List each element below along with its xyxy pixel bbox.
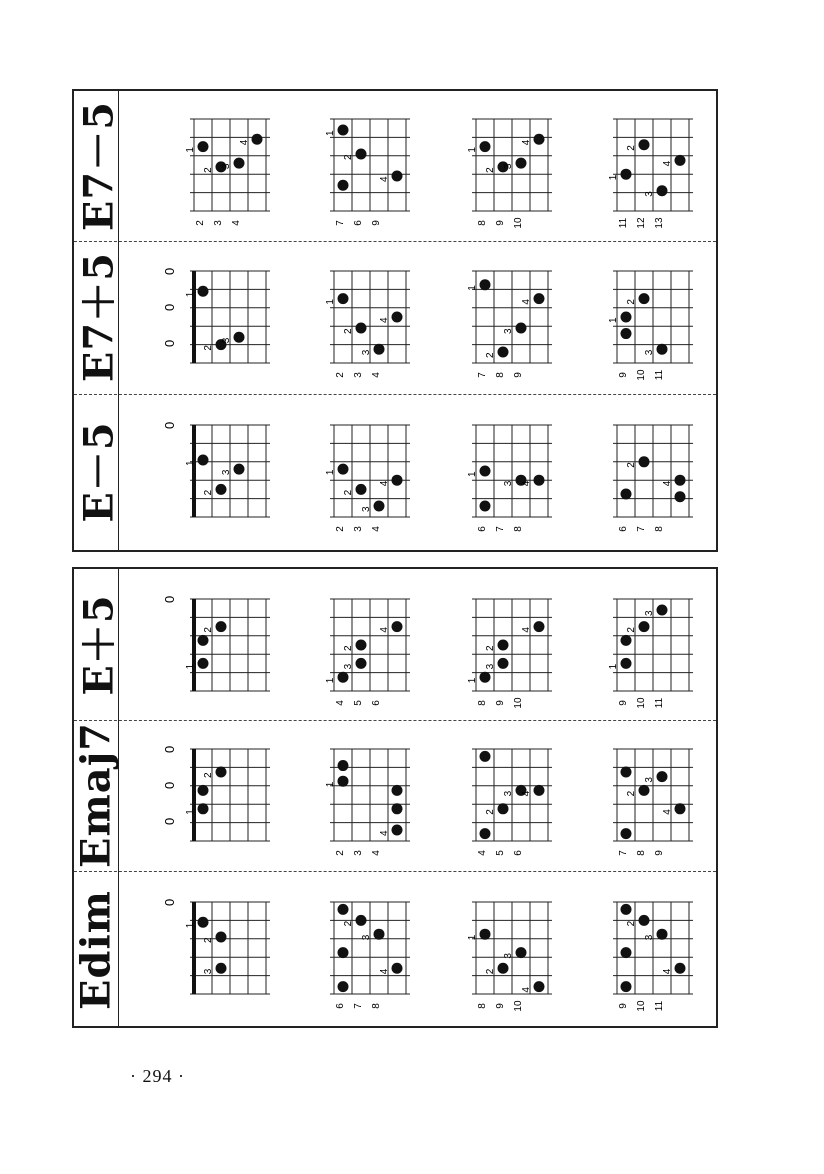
open-string-mark: 0 [162, 817, 177, 825]
fret-number: 5 [353, 700, 364, 706]
chord-diagram [589, 894, 699, 1014]
fret-number: 6 [371, 700, 382, 706]
fret-number: 6 [513, 850, 524, 856]
finger-dot [216, 621, 227, 632]
finger-dot [621, 828, 632, 839]
fret-number: 7 [495, 526, 506, 532]
fret-number: 2 [195, 220, 206, 226]
finger-number: 2 [626, 299, 637, 305]
finger-dot [374, 344, 385, 355]
finger-dot [657, 771, 668, 782]
finger-dot [356, 148, 367, 159]
finger-dot [338, 776, 349, 787]
finger-dot [675, 475, 686, 486]
finger-number: 3 [644, 777, 655, 783]
fret-number: 4 [477, 850, 488, 856]
finger-dot [356, 323, 367, 334]
finger-number: 4 [521, 480, 532, 487]
chord-name: E7＋5 [75, 251, 123, 383]
finger-number: 1 [325, 299, 336, 305]
finger-number: 2 [626, 462, 637, 468]
finger-number: 2 [343, 328, 354, 335]
finger-dot [234, 332, 245, 343]
fret-number: 3 [353, 372, 364, 378]
finger-dot [374, 500, 385, 511]
chord-diagram [448, 111, 558, 231]
open-string-mark: 0 [162, 421, 177, 429]
open-string-mark: 0 [162, 595, 177, 603]
finger-dot [392, 803, 403, 814]
fret-number: 10 [513, 697, 524, 709]
finger-number: 1 [467, 677, 478, 684]
chord-diagram [589, 111, 699, 231]
fret-number: 12 [636, 217, 647, 229]
finger-number: 3 [644, 349, 655, 356]
fret-number: 10 [636, 369, 647, 381]
chord-name: E7－5 [75, 100, 123, 232]
chord-name: E－5 [75, 421, 123, 523]
finger-number: 3 [221, 337, 232, 344]
chord-table-bottom [72, 567, 718, 1028]
finger-dot [356, 484, 367, 495]
chord-diagram [448, 591, 558, 711]
finger-dot [198, 141, 209, 152]
fret-number: 4 [231, 220, 242, 226]
fret-number: 6 [618, 526, 629, 532]
finger-dot [198, 454, 209, 465]
finger-dot [392, 785, 403, 796]
finger-number: 2 [203, 167, 214, 173]
finger-number: 1 [185, 291, 196, 298]
finger-number: 1 [185, 147, 196, 153]
finger-dot [338, 947, 349, 958]
chord-diagram [306, 741, 416, 861]
fret-number: 8 [477, 1003, 488, 1009]
finger-dot [392, 824, 403, 835]
finger-number: 2 [203, 345, 214, 351]
finger-number: 4 [379, 317, 390, 323]
section-divider [74, 241, 716, 242]
fret-number: 4 [371, 526, 382, 532]
finger-dot [338, 125, 349, 136]
chord-diagram [448, 263, 558, 383]
finger-dot [356, 658, 367, 669]
finger-dot [480, 466, 491, 477]
finger-number: 4 [521, 627, 532, 633]
finger-number: 2 [203, 627, 214, 633]
fret-number: 7 [636, 526, 647, 532]
fret-number: 6 [477, 526, 488, 532]
finger-dot [498, 346, 509, 357]
chord-diagram [589, 417, 699, 537]
fret-number: 3 [213, 220, 224, 226]
finger-dot [198, 785, 209, 796]
finger-dot [621, 328, 632, 339]
finger-number: 3 [361, 506, 372, 512]
finger-number: 4 [379, 480, 390, 487]
finger-dot [657, 185, 668, 196]
finger-number: 1 [325, 781, 336, 788]
finger-number: 1 [608, 174, 619, 181]
finger-number: 3 [343, 663, 354, 670]
finger-dot [338, 672, 349, 683]
chord-diagram [589, 741, 699, 861]
finger-dot [198, 803, 209, 814]
fret-number: 9 [513, 372, 524, 378]
finger-dot [621, 489, 632, 500]
finger-dot [338, 293, 349, 304]
finger-number: 4 [662, 160, 673, 167]
finger-dot [338, 760, 349, 771]
finger-dot [234, 464, 245, 475]
chord-diagram [448, 894, 558, 1014]
fret-number: 5 [495, 850, 506, 856]
finger-number: 4 [379, 968, 390, 975]
fret-number: 4 [371, 850, 382, 856]
finger-dot [498, 963, 509, 974]
finger-dot [534, 475, 545, 486]
finger-dot [639, 293, 650, 304]
fret-number: 2 [335, 850, 346, 856]
page-number: · 294 · [130, 1066, 185, 1086]
finger-dot [338, 464, 349, 475]
finger-number: 3 [644, 610, 655, 617]
finger-dot [498, 658, 509, 669]
finger-number: 3 [503, 480, 514, 487]
chord-diagram [448, 417, 558, 537]
finger-number: 1 [467, 147, 478, 153]
open-string-mark: 0 [162, 745, 177, 753]
finger-number: 4 [379, 627, 390, 633]
fret-number: 6 [353, 220, 364, 226]
finger-number: 4 [662, 968, 673, 975]
chord-diagram [306, 417, 416, 537]
chord-name: Edim [72, 890, 120, 1010]
fret-number: 8 [371, 1003, 382, 1009]
finger-dot [516, 323, 527, 334]
finger-number: 4 [521, 987, 532, 993]
finger-dot [534, 621, 545, 632]
finger-number: 3 [503, 953, 514, 959]
chord-diagram [306, 263, 416, 383]
fret-number: 11 [654, 697, 665, 709]
fret-number: 4 [371, 372, 382, 378]
finger-number: 4 [239, 139, 250, 146]
finger-dot [216, 931, 227, 942]
fret-number: 13 [654, 217, 665, 229]
finger-dot [252, 134, 263, 145]
finger-number: 3 [203, 968, 214, 975]
finger-dot [675, 803, 686, 814]
finger-dot [498, 640, 509, 651]
finger-number: 1 [608, 317, 619, 323]
finger-dot [338, 904, 349, 915]
fret-number: 10 [636, 1000, 647, 1012]
finger-dot [392, 963, 403, 974]
chord-diagram [448, 741, 558, 861]
finger-number: 2 [626, 627, 637, 633]
finger-dot [675, 155, 686, 166]
finger-dot [639, 456, 650, 467]
fret-number: 8 [477, 220, 488, 226]
chord-diagram [306, 591, 416, 711]
finger-dot [621, 947, 632, 958]
finger-number: 1 [325, 469, 336, 476]
finger-dot [621, 658, 632, 669]
open-string-mark: 0 [162, 303, 177, 311]
finger-number: 2 [343, 154, 354, 160]
finger-number: 2 [485, 809, 496, 815]
section-divider [74, 394, 716, 395]
finger-dot [198, 286, 209, 297]
fret-number: 6 [335, 1003, 346, 1009]
finger-dot [657, 605, 668, 616]
finger-dot [392, 312, 403, 323]
fret-number: 10 [513, 217, 524, 229]
finger-dot [480, 929, 491, 940]
finger-number: 1 [467, 285, 478, 291]
fret-number: 3 [353, 526, 364, 532]
finger-dot [392, 171, 403, 182]
fret-number: 9 [495, 1003, 506, 1009]
finger-dot [621, 904, 632, 915]
finger-dot [198, 635, 209, 646]
fret-number: 11 [618, 217, 629, 229]
chord-diagram [589, 591, 699, 711]
finger-number: 3 [221, 469, 232, 476]
fret-number: 10 [513, 1000, 524, 1012]
chord-diagram [162, 417, 276, 537]
finger-number: 2 [343, 489, 354, 496]
finger-number: 2 [626, 790, 637, 797]
finger-number: 3 [221, 163, 232, 170]
finger-number: 4 [379, 176, 390, 183]
finger-dot [534, 981, 545, 992]
finger-number: 2 [203, 937, 214, 943]
finger-number: 1 [185, 460, 196, 466]
chord-diagram [162, 894, 276, 1014]
fret-number: 9 [495, 700, 506, 706]
finger-number: 3 [503, 790, 514, 797]
chord-diagram [306, 894, 416, 1014]
chord-diagram [306, 111, 416, 231]
chord-name: E＋5 [75, 594, 123, 696]
fret-number: 2 [335, 526, 346, 532]
finger-dot [534, 293, 545, 304]
section-divider [74, 720, 716, 721]
fret-number: 9 [371, 220, 382, 226]
finger-dot [338, 981, 349, 992]
finger-dot [657, 344, 668, 355]
finger-dot [338, 180, 349, 191]
fret-number: 11 [654, 1000, 665, 1012]
fret-number: 9 [654, 850, 665, 856]
fret-number: 11 [654, 369, 665, 381]
finger-number: 1 [185, 809, 196, 815]
finger-dot [621, 767, 632, 778]
finger-dot [480, 279, 491, 290]
finger-number: 2 [485, 645, 496, 651]
fret-number: 7 [353, 1003, 364, 1009]
finger-dot [621, 981, 632, 992]
finger-number: 2 [203, 489, 214, 496]
open-string-mark: 0 [162, 339, 177, 347]
finger-number: 2 [343, 920, 354, 927]
finger-dot [639, 139, 650, 150]
finger-dot [675, 491, 686, 502]
finger-dot [216, 963, 227, 974]
finger-dot [216, 767, 227, 778]
finger-dot [621, 169, 632, 180]
open-string-mark: 0 [162, 781, 177, 789]
finger-dot [356, 640, 367, 651]
finger-number: 3 [361, 349, 372, 356]
finger-number: 2 [203, 772, 214, 778]
finger-number: 2 [626, 920, 637, 927]
fret-number: 10 [636, 697, 647, 709]
open-string-mark: 0 [162, 267, 177, 275]
finger-dot [374, 929, 385, 940]
chord-diagram [589, 263, 699, 383]
finger-number: 2 [626, 145, 637, 151]
finger-number: 2 [485, 167, 496, 173]
finger-number: 3 [361, 934, 372, 941]
finger-dot [534, 134, 545, 145]
fret-number: 8 [636, 850, 647, 856]
open-string-mark: 0 [162, 898, 177, 906]
finger-dot [534, 785, 545, 796]
finger-number: 3 [503, 328, 514, 335]
finger-dot [639, 621, 650, 632]
fret-number: 8 [495, 372, 506, 378]
finger-number: 3 [485, 663, 496, 670]
fret-number: 7 [335, 220, 346, 226]
finger-dot [198, 658, 209, 669]
finger-number: 4 [521, 139, 532, 146]
finger-number: 1 [325, 677, 336, 684]
fret-number: 8 [654, 526, 665, 532]
fret-number: 9 [495, 220, 506, 226]
finger-dot [639, 785, 650, 796]
finger-dot [480, 672, 491, 683]
fret-number: 7 [477, 372, 488, 378]
fret-number: 9 [618, 1003, 629, 1009]
finger-number: 2 [343, 645, 354, 651]
finger-number: 2 [485, 352, 496, 358]
finger-number: 1 [467, 934, 478, 941]
chord-diagram [162, 591, 276, 711]
finger-number: 4 [662, 480, 673, 487]
finger-dot [480, 828, 491, 839]
chord-table-top [72, 89, 718, 552]
finger-number: 1 [467, 471, 478, 477]
finger-number: 4 [662, 809, 673, 815]
chord-diagram [162, 741, 276, 861]
finger-dot [234, 158, 245, 169]
chord-diagram [166, 111, 276, 231]
finger-number: 1 [608, 663, 619, 670]
finger-dot [621, 312, 632, 323]
finger-number: 1 [185, 663, 196, 670]
finger-dot [480, 751, 491, 762]
fret-number: 2 [335, 372, 346, 378]
finger-dot [356, 915, 367, 926]
finger-dot [498, 803, 509, 814]
finger-number: 4 [521, 790, 532, 797]
finger-dot [639, 915, 650, 926]
finger-dot [392, 621, 403, 632]
fret-number: 4 [335, 700, 346, 706]
finger-dot [216, 484, 227, 495]
finger-dot [516, 947, 527, 958]
chord-name: Emaj7 [72, 721, 120, 869]
fret-number: 3 [353, 850, 364, 856]
fret-number: 7 [618, 850, 629, 856]
fret-number: 8 [477, 700, 488, 706]
finger-number: 4 [521, 299, 532, 305]
fret-number: 9 [618, 700, 629, 706]
finger-number: 1 [185, 922, 196, 929]
finger-dot [516, 158, 527, 169]
fret-number: 9 [618, 372, 629, 378]
finger-dot [392, 475, 403, 486]
section-divider [74, 871, 716, 872]
chord-diagram [162, 263, 276, 383]
finger-number: 3 [644, 191, 655, 197]
finger-dot [657, 929, 668, 940]
finger-dot [480, 500, 491, 511]
finger-dot [621, 635, 632, 646]
finger-dot [480, 141, 491, 152]
fret-number: 8 [513, 526, 524, 532]
finger-number: 4 [379, 830, 390, 836]
finger-dot [675, 963, 686, 974]
finger-number: 2 [485, 968, 496, 975]
finger-number: 1 [325, 130, 336, 137]
finger-dot [198, 917, 209, 928]
finger-number: 3 [644, 934, 655, 941]
finger-number: 3 [503, 163, 514, 170]
